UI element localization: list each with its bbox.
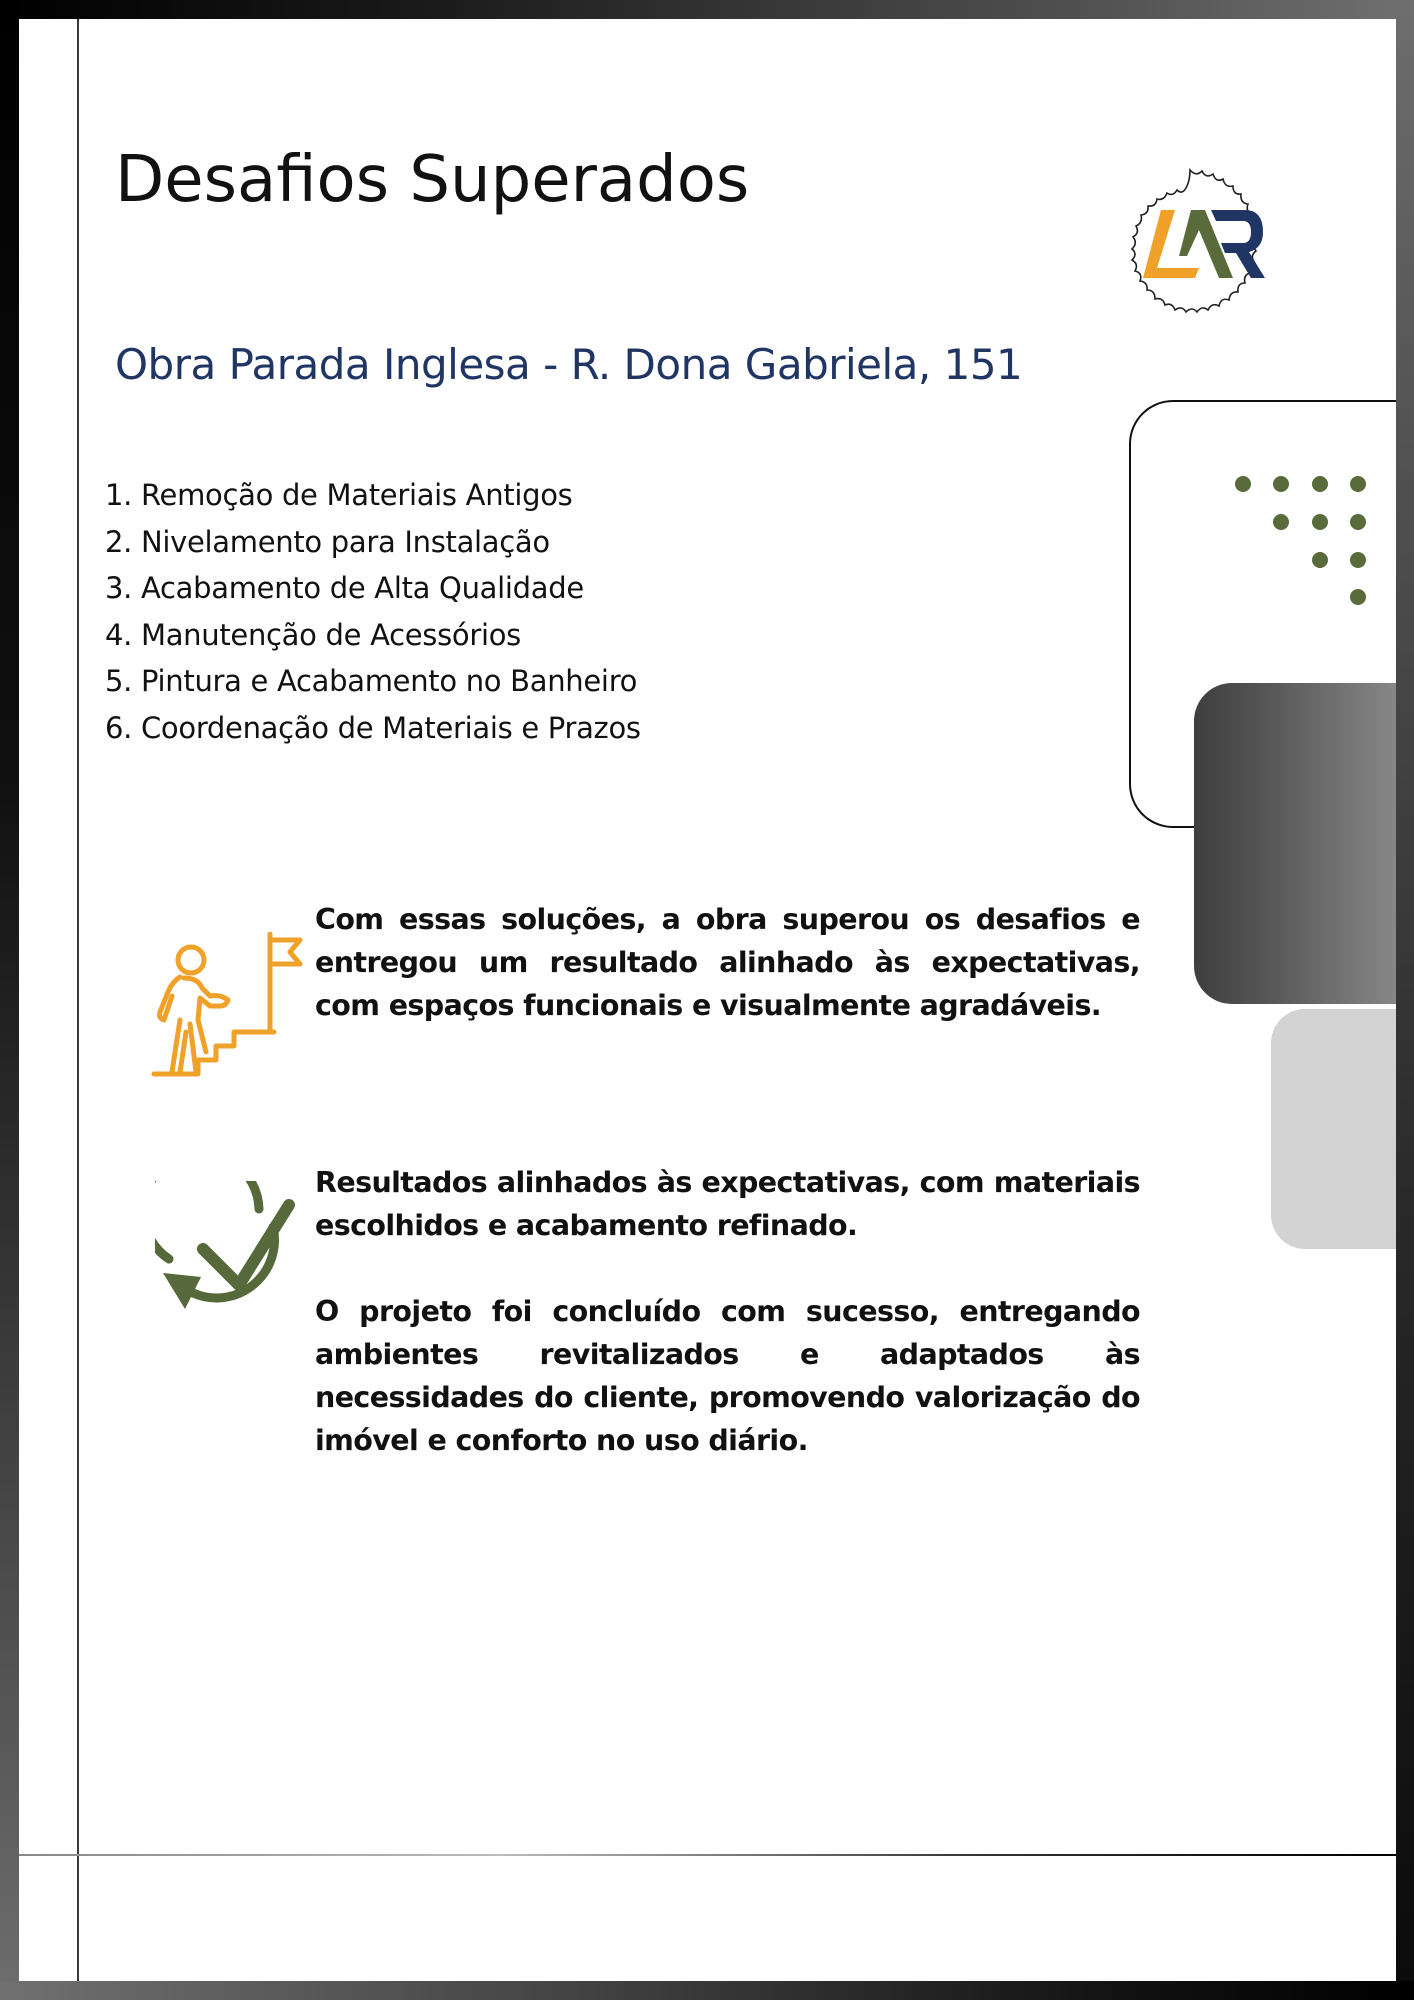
page-frame-top [0,0,1414,19]
dot [1312,552,1328,568]
climbing-stairs-flag-icon [150,932,306,1082]
check-cycle-icon [155,1181,305,1316]
challenge-item: 2. Nivelamento para Instalação [105,524,550,559]
page-frame-left [0,0,19,2000]
challenge-item: 4. Manutenção de Acessórios [105,617,521,652]
dot [1312,514,1328,530]
dot [1350,514,1366,530]
dot [1350,552,1366,568]
dot [1350,476,1366,492]
page-title: Desafios Superados [115,143,750,217]
summary-paragraph: Com essas soluções, a obra superou os desafios e entregou um resultado alinhado às expectativas, com espaços funcionais e visualmente agradáveis. [315,903,1140,1022]
results-text-block [315,1161,1140,1462]
page-frame-right [1396,0,1414,2000]
dot [1273,476,1289,492]
results-paragraph: Resultados alinhados às expectativas, com materiais escolhidos e acabamento refinado. [315,1166,1140,1242]
summary-text-block [315,898,1140,1027]
dot [1312,476,1328,492]
footer-horizontal-rule [19,1854,1396,1856]
dot [1273,514,1289,530]
challenge-item: 6. Coordenação de Materiais e Prazos [105,710,641,745]
challenge-item: 1. Remoção de Materiais Antigos [105,478,573,512]
margin-vertical-rule [77,19,79,1981]
page-frame-bottom [0,1981,1414,2000]
lar-logo-badge-icon [1095,148,1285,338]
decorative-dark-gradient-panel [1194,683,1396,1004]
challenges-list [105,472,641,751]
dot [1350,589,1366,605]
challenge-item: 5. Pintura e Acabamento no Banheiro [105,664,638,698]
project-subtitle: Obra Parada Inglesa - R. Dona Gabriela, 151 [115,340,1023,389]
challenge-item: 3. Acabamento de Alta Qualidade [105,571,584,605]
conclusion-paragraph: O projeto foi concluído com sucesso, entregando ambientes revitalizados e adaptados às necessidades do cliente, promovendo valorização do imóvel e conforto no uso diário. [315,1295,1140,1457]
document-page [19,19,1396,1981]
dot [1235,476,1251,492]
decorative-light-gray-panel [1271,1009,1396,1249]
